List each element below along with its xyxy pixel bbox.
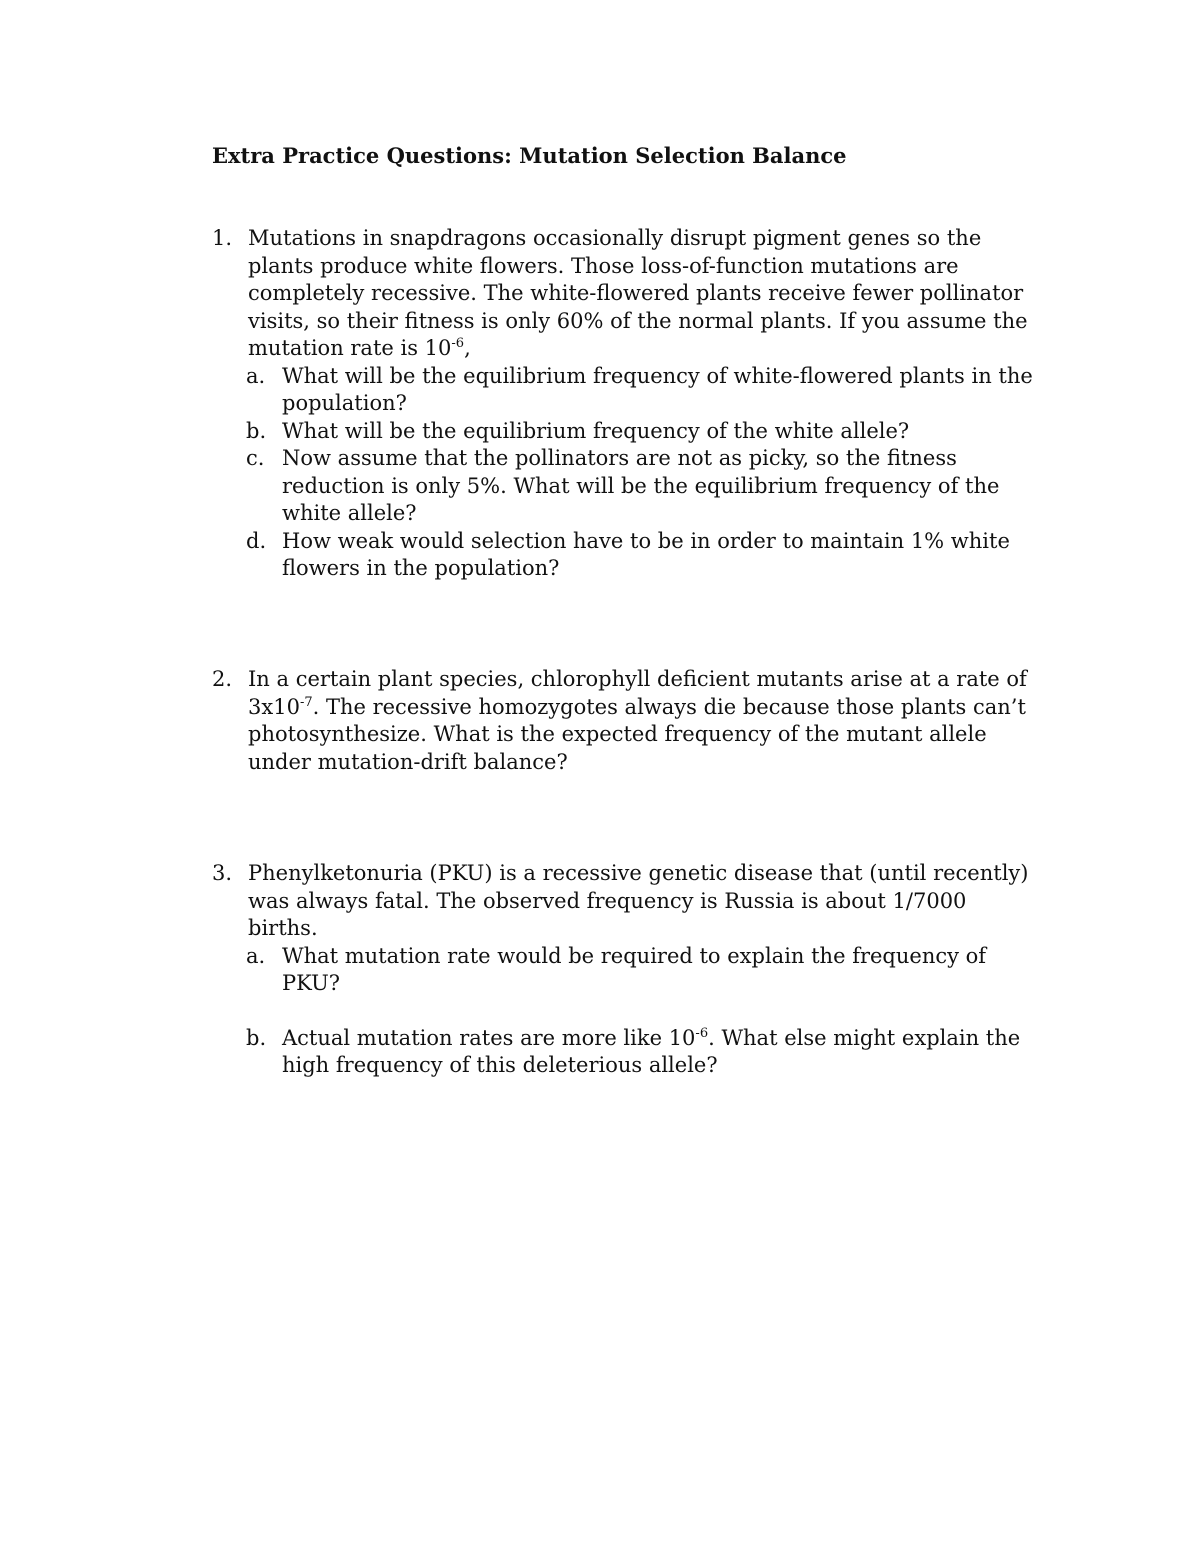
sub-question-3a xyxy=(246,943,1042,998)
blank-line xyxy=(212,998,1042,1025)
sub-question-letter: d. xyxy=(246,528,267,553)
question-text: Phenylketonuria (PKU) is a recessive genetic disease that (until recently) was always fatal. The observed frequency is Russia is about 1/7000 births. xyxy=(248,861,1029,940)
sub-question-letter: b. xyxy=(246,418,267,443)
superscript: -6 xyxy=(695,1025,709,1041)
question-text: In a certain plant species, chlorophyll deficient mutants arise at a rate of $3x10^{-7}$. The recessive homozygotes always die because those plants can’t photosynthesize. What is the expected frequency of the mutant allele under mutation-drift balance? xyxy=(248,667,1027,774)
sub-question-text: What will be the equilibrium frequency of the white allele? xyxy=(282,418,910,443)
sub-question-text: What will be the equilibrium frequency of white-flowered plants in the population? xyxy=(282,363,1033,415)
question-3 xyxy=(212,860,1042,1080)
question-1 xyxy=(212,225,1042,583)
sub-question-1b xyxy=(246,418,1042,446)
question-number: 1. xyxy=(212,226,233,250)
sub-question-letter: a. xyxy=(246,943,266,968)
page-title: Extra Practice Questions: Mutation Selection Balance xyxy=(212,143,847,168)
sub-question-text: What mutation rate would be required to explain the frequency of PKU? xyxy=(282,943,987,995)
question-number: 2. xyxy=(212,667,233,691)
superscript: -6 xyxy=(451,336,465,351)
sub-question-1c xyxy=(246,445,1042,528)
sub-question-text: Actual mutation rates are more like $10^{-6}$. What else might explain the high frequency of this deleterious allele? xyxy=(282,1025,1021,1077)
sub-question-text: Now assume that the pollinators are not as picky, so the fitness reduction is only 5%. What will be the equilibrium frequency of the white allele? xyxy=(282,446,1000,525)
sub-question-letter: b. xyxy=(246,1025,267,1050)
question-2 xyxy=(212,666,1042,776)
sub-question-text: How weak would selection have to be in order to maintain 1% white flowers in the population? xyxy=(282,528,1010,580)
question-text: Mutations in snapdragons occasionally disrupt pigment genes so the plants produce white flowers. Those loss-of-function mutations are completely recessive. The white-flowered plants receive fewer pollinator visits, so their fitness is only 60% of the normal plants. If you assume the mutation rate is $10^{-6}$, xyxy=(248,226,1028,360)
sub-question-1d xyxy=(246,528,1042,583)
sub-question-1a xyxy=(246,363,1042,418)
sub-question-letter: c. xyxy=(246,446,265,470)
superscript: -7 xyxy=(299,694,313,710)
question-number: 3. xyxy=(212,861,233,885)
sub-question-letter: a. xyxy=(246,363,266,388)
sub-question-3b xyxy=(246,1025,1042,1080)
